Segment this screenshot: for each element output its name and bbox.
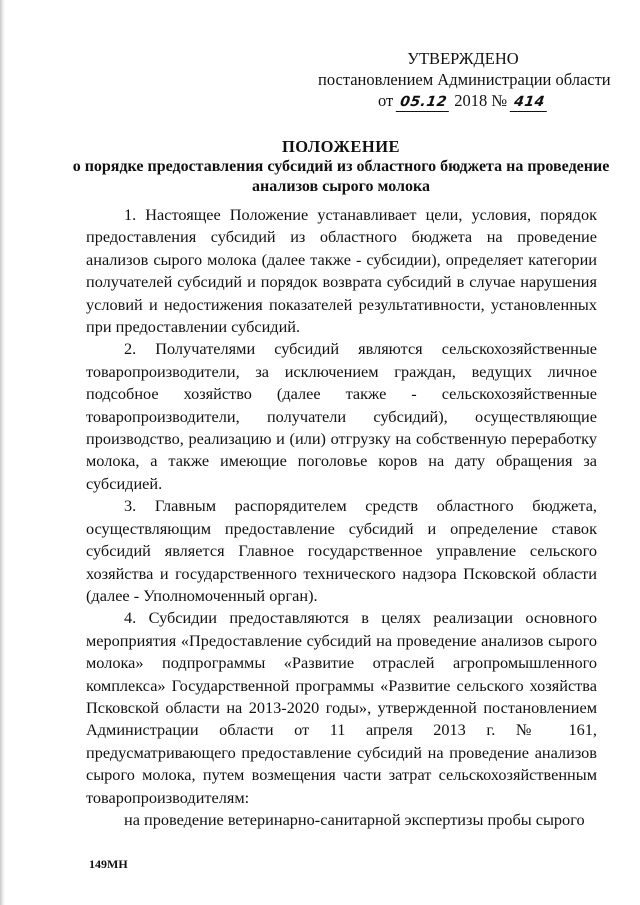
approval-year: 2018 № <box>454 91 508 110</box>
approval-date-line <box>318 90 608 112</box>
paragraph-1: 1. Настоящее Положение устанавливает цели, условия, порядок предоставления субсидий из областного бюджета на проведение анализов сырого молока (далее также - субсидии), определяет категории получателей субсидий и порядок возврата субсидий в случае нарушения условий и недостижения показателей результативности, установленных при предоставлении субсидий. <box>86 205 597 337</box>
document-body <box>86 204 597 831</box>
paragraph-5: на проведение ветеринарно-санитарной экспертизы пробы сырого <box>124 809 585 829</box>
paragraph-4: 4. Субсидии предоставляются в целях реализации основного мероприятия «Предоставление субсидий на проведение анализов сырого молока» подпрограммы «Развитие отраслей агропромышленного комплекса» Государственной программы «Развитие сельского хозяйства Псковской области на 2013-2020 годы», утвержденной постановлением Администрации области от 11 апреля 2013 г. № 161, предусматривающего предоставление субсидий на проведение анализов сырого молока, путем возмещения части затрат сельскохозяйственным товаропроизводителям: <box>86 608 597 807</box>
document-title <box>72 137 610 197</box>
approval-by: постановлением Администрации области <box>318 70 611 89</box>
handwritten-number: 414 <box>510 94 549 112</box>
approval-block <box>318 48 611 112</box>
scan-edge-shadow <box>0 0 5 905</box>
handwritten-date: 05.12 <box>396 94 451 112</box>
footer-code: 149МН <box>89 857 128 871</box>
title-main: ПОЛОЖЕНИЕ <box>281 137 401 156</box>
title-subtitle: о порядке предоставления субсидий из областного бюджета на проведение анализов сырого молока <box>72 158 610 195</box>
date-prefix: от <box>377 91 394 110</box>
approval-stamp: УТВЕРЖДЕНО <box>407 49 519 68</box>
paragraph-2: 2. Получателями субсидий являются сельскохозяйственные товаропроизводители, за исключением граждан, ведущих личное подсобное хозяйство (далее также - сельскохозяйственные товаропроизводители, получатели субсидий), осуществляющие производство, реализацию и (или) отгрузку на собственную переработку молока, а также имеющие поголовье коров на дату обращения за субсидией. <box>86 339 597 493</box>
paragraph-3: 3. Главным распорядителем средств областного бюджета, осуществляющим предоставление субсидий и определение ставок субсидий является Главное государственное управление сельского хозяйства и государственного технического надзора Псковской области (далее - Уполномоченный орган). <box>86 496 597 605</box>
